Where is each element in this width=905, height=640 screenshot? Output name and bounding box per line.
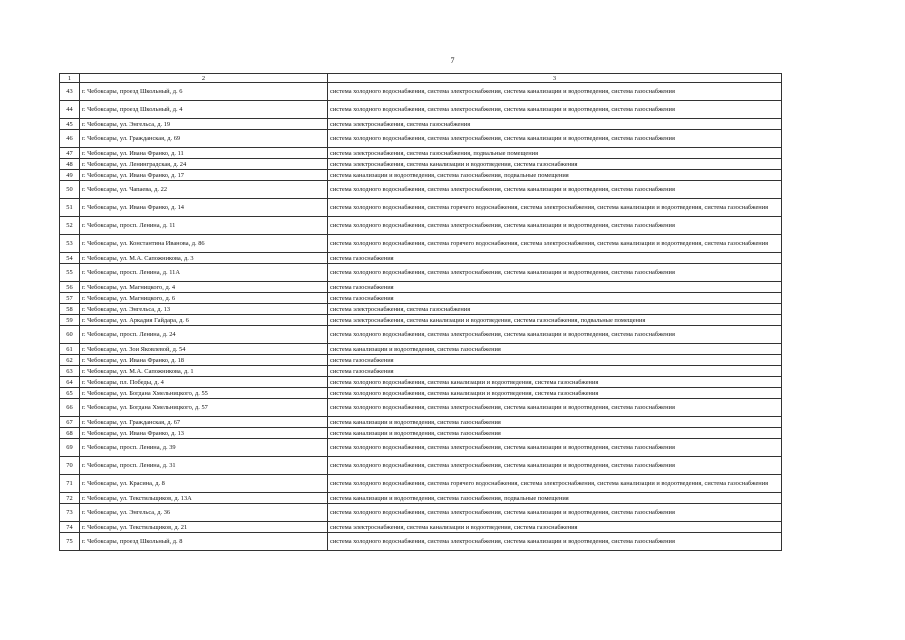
table-row	[60, 457, 782, 475]
table-row	[60, 159, 782, 170]
header-col-2: 2	[80, 74, 328, 83]
row-systems: система газоснабжения	[328, 282, 782, 293]
table-row	[60, 83, 782, 101]
table-row	[60, 388, 782, 399]
row-number: 49	[60, 170, 80, 181]
row-systems: система холодного водоснабжения, система электроснабжения, система канализации и водоотведения, система газоснабжения	[328, 83, 782, 101]
header-col-1: 1	[60, 74, 80, 83]
row-number: 53	[60, 235, 80, 253]
row-systems: система холодного водоснабжения, система канализации и водоотведения, система газоснабжения	[328, 377, 782, 388]
table-row	[60, 504, 782, 522]
table-row	[60, 428, 782, 439]
row-address: г. Чебоксары, проезд Школьный, д. 8	[80, 533, 328, 551]
row-systems: система холодного водоснабжения, система канализации и водоотведения, система газоснабжения	[328, 388, 782, 399]
table-row	[60, 304, 782, 315]
row-number: 61	[60, 344, 80, 355]
table-row	[60, 366, 782, 377]
row-number: 48	[60, 159, 80, 170]
row-systems: система холодного водоснабжения, система горячего водоснабжения, система электроснабжения, система канализации и водоотведения, система газоснабжения	[328, 199, 782, 217]
row-address: г. Чебоксары, ул. Богдана Хмельницкого, д. 55	[80, 388, 328, 399]
table-row	[60, 181, 782, 199]
table-row	[60, 282, 782, 293]
row-number: 51	[60, 199, 80, 217]
row-number: 72	[60, 493, 80, 504]
row-number: 73	[60, 504, 80, 522]
row-systems: система холодного водоснабжения, система электроснабжения, система канализации и водоотведения, система газоснабжения	[328, 399, 782, 417]
row-address: г. Чебоксары, ул. Ивана Франко, д. 17	[80, 170, 328, 181]
row-systems: система электроснабжения, система канализации и водоотведения, система газоснабжения	[328, 522, 782, 533]
row-systems: система газоснабжения	[328, 253, 782, 264]
row-number: 55	[60, 264, 80, 282]
row-address: г. Чебоксары, просп. Ленина, д. 39	[80, 439, 328, 457]
row-address: г. Чебоксары, просп. Ленина, д. 31	[80, 457, 328, 475]
table-row	[60, 522, 782, 533]
table-row	[60, 199, 782, 217]
header-col-3: 3	[328, 74, 782, 83]
table-row	[60, 264, 782, 282]
row-address: г. Чебоксары, ул. Магницкого, д. 6	[80, 293, 328, 304]
row-number: 69	[60, 439, 80, 457]
row-systems: система холодного водоснабжения, система электроснабжения, система канализации и водоотведения, система газоснабжения	[328, 264, 782, 282]
row-address: г. Чебоксары, ул. Богдана Хмельницкого, д. 57	[80, 399, 328, 417]
row-systems: система холодного водоснабжения, система электроснабжения, система канализации и водоотведения, система газоснабжения	[328, 130, 782, 148]
row-number: 67	[60, 417, 80, 428]
row-address: г. Чебоксары, ул. Магницкого, д. 4	[80, 282, 328, 293]
table-row	[60, 344, 782, 355]
row-address: г. Чебоксары, ул. Красина, д. 8	[80, 475, 328, 493]
table-row	[60, 101, 782, 119]
row-number: 71	[60, 475, 80, 493]
row-address: г. Чебоксары, ул. Энгельса, д. 13	[80, 304, 328, 315]
table-body	[60, 74, 782, 551]
row-address: г. Чебоксары, ул. Ивана Франко, д. 13	[80, 428, 328, 439]
row-address: г. Чебоксары, ул. Гражданская, д. 69	[80, 130, 328, 148]
table-row	[60, 170, 782, 181]
row-address: г. Чебоксары, просп. Ленина, д. 24	[80, 326, 328, 344]
row-number: 74	[60, 522, 80, 533]
page-number: 7	[450, 56, 455, 65]
row-systems: система холодного водоснабжения, система электроснабжения, система канализации и водоотведения, система газоснабжения	[328, 101, 782, 119]
row-systems: система канализации и водоотведения, система газоснабжения	[328, 344, 782, 355]
row-address: г. Чебоксары, ул. Ленинградская, д. 24	[80, 159, 328, 170]
table-row	[60, 130, 782, 148]
row-systems: система газоснабжения	[328, 293, 782, 304]
row-address: г. Чебоксары, ул. М.А. Сапожникова, д. 1	[80, 366, 328, 377]
row-address: г. Чебоксары, ул. Энгельса, д. 19	[80, 119, 328, 130]
row-systems: система холодного водоснабжения, система электроснабжения, система канализации и водоотведения, система газоснабжения	[328, 504, 782, 522]
table-row	[60, 293, 782, 304]
row-number: 65	[60, 388, 80, 399]
row-systems: система холодного водоснабжения, система электроснабжения, система канализации и водоотведения, система газоснабжения	[328, 533, 782, 551]
table-row	[60, 439, 782, 457]
row-number: 59	[60, 315, 80, 326]
row-address: г. Чебоксары, ул. М.А. Сапожникова, д. 3	[80, 253, 328, 264]
table-row	[60, 315, 782, 326]
table-row	[60, 493, 782, 504]
row-address: г. Чебоксары, ул. Текстильщиков, д. 21	[80, 522, 328, 533]
table-row	[60, 417, 782, 428]
row-address: г. Чебоксары, ул. Ивана Франко, д. 18	[80, 355, 328, 366]
row-number: 60	[60, 326, 80, 344]
row-address: г. Чебоксары, просп. Ленина, д. 11А	[80, 264, 328, 282]
row-systems: система канализации и водоотведения, система газоснабжения, подвальные помещения	[328, 170, 782, 181]
row-number: 56	[60, 282, 80, 293]
table-row	[60, 148, 782, 159]
table-row	[60, 217, 782, 235]
row-address: г. Чебоксары, ул. Энгельса, д. 36	[80, 504, 328, 522]
row-number: 46	[60, 130, 80, 148]
table-row	[60, 475, 782, 493]
row-number: 66	[60, 399, 80, 417]
row-address: г. Чебоксары, проезд Школьный, д. 4	[80, 101, 328, 119]
row-address: г. Чебоксары, ул. Аркадия Гайдара, д. 6	[80, 315, 328, 326]
row-systems: система холодного водоснабжения, система электроснабжения, система канализации и водоотведения, система газоснабжения	[328, 457, 782, 475]
row-number: 62	[60, 355, 80, 366]
row-address: г. Чебоксары, ул. Константина Иванова, д. 86	[80, 235, 328, 253]
row-number: 52	[60, 217, 80, 235]
row-number: 70	[60, 457, 80, 475]
row-number: 54	[60, 253, 80, 264]
row-address: г. Чебоксары, ул. Ивана Франко, д. 14	[80, 199, 328, 217]
row-systems: система электроснабжения, система канализации и водоотведения, система газоснабжения, подвальные помещения	[328, 315, 782, 326]
row-number: 43	[60, 83, 80, 101]
table-row	[60, 533, 782, 551]
row-address: г. Чебоксары, проезд Школьный, д. 6	[80, 83, 328, 101]
row-systems: система канализации и водоотведения, система газоснабжения	[328, 417, 782, 428]
row-address: г. Чебоксары, ул. Гражданская, д. 67	[80, 417, 328, 428]
row-address: г. Чебоксары, пл. Победы, д. 4	[80, 377, 328, 388]
row-address: г. Чебоксары, ул. Текстильщиков, д. 13А	[80, 493, 328, 504]
row-address: г. Чебоксары, ул. Чапаева, д. 22	[80, 181, 328, 199]
row-number: 44	[60, 101, 80, 119]
row-number: 50	[60, 181, 80, 199]
row-systems: система электроснабжения, система газоснабжения	[328, 304, 782, 315]
row-address: г. Чебоксары, ул. Зои Яковлевой, д. 54	[80, 344, 328, 355]
row-number: 64	[60, 377, 80, 388]
row-systems: система электроснабжения, система газоснабжения, подвальные помещения	[328, 148, 782, 159]
row-systems: система холодного водоснабжения, система электроснабжения, система канализации и водоотведения, система газоснабжения	[328, 181, 782, 199]
table-row	[60, 326, 782, 344]
row-address: г. Чебоксары, ул. Ивана Франко, д. 11	[80, 148, 328, 159]
row-systems: система холодного водоснабжения, система электроснабжения, система канализации и водоотведения, система газоснабжения	[328, 439, 782, 457]
row-systems: система холодного водоснабжения, система горячего водоснабжения, система электроснабжения, система канализации и водоотведения, система газоснабжения	[328, 235, 782, 253]
row-systems: система канализации и водоотведения, система газоснабжения	[328, 428, 782, 439]
row-number: 63	[60, 366, 80, 377]
row-systems: система холодного водоснабжения, система электроснабжения, система канализации и водоотведения, система газоснабжения	[328, 326, 782, 344]
table-row	[60, 355, 782, 366]
row-systems: система газоснабжения	[328, 355, 782, 366]
table-row	[60, 119, 782, 130]
table-row	[60, 377, 782, 388]
table-row	[60, 235, 782, 253]
row-number: 47	[60, 148, 80, 159]
row-systems: система электроснабжения, система газоснабжения	[328, 119, 782, 130]
header-row	[60, 74, 782, 83]
table-row	[60, 399, 782, 417]
row-number: 45	[60, 119, 80, 130]
row-systems: система канализации и водоотведения, система газоснабжения, подвальные помещения	[328, 493, 782, 504]
row-systems: система холодного водоснабжения, система горячего водоснабжения, система электроснабжения, система канализации и водоотведения, система газоснабжения	[328, 475, 782, 493]
buildings-table	[59, 73, 782, 551]
row-number: 68	[60, 428, 80, 439]
row-number: 75	[60, 533, 80, 551]
table-row	[60, 253, 782, 264]
row-systems: система электроснабжения, система канализации и водоотведения, система газоснабжения	[328, 159, 782, 170]
row-address: г. Чебоксары, просп. Ленина, д. 11	[80, 217, 328, 235]
row-systems: система холодного водоснабжения, система электроснабжения, система канализации и водоотведения, система газоснабжения	[328, 217, 782, 235]
row-systems: система газоснабжения	[328, 366, 782, 377]
row-number: 57	[60, 293, 80, 304]
row-number: 58	[60, 304, 80, 315]
